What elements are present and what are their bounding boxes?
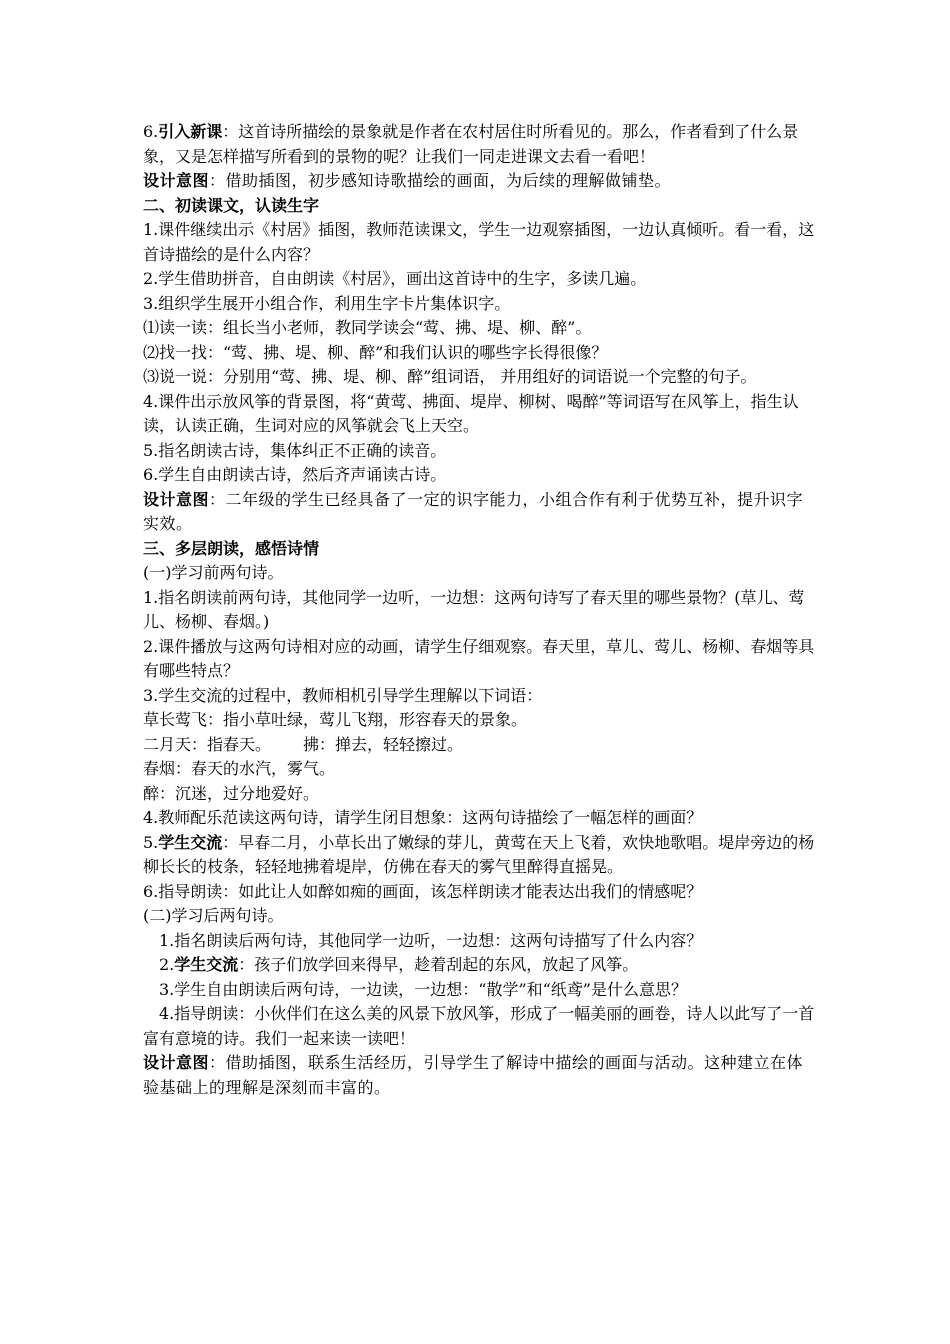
document-body <box>143 120 815 1100</box>
step-line: 3.学生自由朗读后两句诗，一边读，一边想：“散学”和“纸鸢”是什么意思？ <box>159 979 687 999</box>
step-line: 1.课件继续出示《村居》插图，教师范读课文，学生一边观察插图，一边认真倾听。看一看，这首诗描绘的是什么内容？ <box>143 220 815 264</box>
intro-paragraph <box>143 120 815 169</box>
intent-label: 设计意图 <box>143 489 210 509</box>
step-line: 4.指导朗读：小伙伴们在这么美的风景下放风筝，形成了一幅美丽的画卷，诗人以此写了一首富有意境的诗。我们一起来读一读吧！ <box>143 1004 815 1048</box>
bold-label: 引入新课 <box>158 122 223 141</box>
step-line: 6.指导朗读：如此让人如醉如痴的画面，该怎样朗读才能表达出我们的情感呢？ <box>143 881 703 901</box>
section-heading-2: 二、初读课文，认读生字 <box>143 195 320 215</box>
vocab-line: 草长莺飞：指小草吐绿，莺儿飞翔，形容春天的景象。 <box>143 710 528 729</box>
paragraph-text: ：孩子们放学回来得早，趁着刮起的东风，放起了风筝。 <box>238 955 639 974</box>
step-line: ⑵找一找：“莺、拂、堤、柳、醉”和我们认识的哪些字长得很像？ <box>143 342 608 362</box>
paragraph-text: ：早春二月，小草长出了嫩绿的芽儿，黄莺在天上飞着，欢快地歌唱。堤岸旁边的杨柳长长的枝条，轻轻地拂着堤岸，仿佛在春天的雾气里醉得直摇晃。 <box>143 832 815 876</box>
student-exchange-paragraph <box>143 831 815 880</box>
bold-label: 学生交流 <box>174 955 239 974</box>
item-number: 5. <box>143 832 159 852</box>
step-line: 4.教师配乐范读这两句诗，请学生闭目想象：这两句诗描绘了一幅怎样的画面？ <box>143 808 703 827</box>
step-line: ⑴读一读：组长当小老师，教同学读会“莺、拂、堤、柳、醉”。 <box>143 318 592 337</box>
intent-label: 设计意图 <box>143 171 210 190</box>
vocab-term: 拂：掸去，轻轻擦过。 <box>303 734 464 754</box>
step-line: 3.组织学生展开小组合作，利用生字卡片集体识字。 <box>143 293 511 313</box>
step-line <box>143 953 815 978</box>
intent-text: ：借助插图，联系生活经历，引导学生了解诗中描绘的画面与活动。这种建立在体验基础上的理解是深刻而丰富的。 <box>143 1053 804 1097</box>
step-line: 2.课件播放与这两句诗相对应的动画，请学生仔细观察。春天里，草儿、莺儿、杨柳、春烟等具有哪些特点？ <box>143 636 815 680</box>
item-number: 2. <box>159 955 175 974</box>
step-line: 2.学生借助拼音，自由朗读《村居》，画出这首诗中的生字，多读几遍。 <box>143 269 647 288</box>
step-line: 1.指名朗读前两句诗，其他同学一边听，一边想：这两句诗写了春天里的哪些景物？(草儿、莺儿、杨柳、春烟。) <box>143 587 805 631</box>
intent-text: ：借助插图，初步感知诗歌描绘的画面，为后续的理解做铺垫。 <box>209 171 672 190</box>
vocab-line: 春烟：春天的水汽，雾气。 <box>143 759 336 778</box>
step-line: 5.指名朗读古诗，集体纠正不正确的读音。 <box>143 440 447 460</box>
design-intent-2 <box>143 488 815 537</box>
vocab-term: 二月天：指春天。 <box>143 734 272 754</box>
subsection-heading: (一)学习前两句诗。 <box>143 563 284 582</box>
vocab-line <box>143 733 815 758</box>
vocab-line: 醉：沉迷，过分地爱好。 <box>143 783 320 803</box>
step-line: 1.指名朗读后两句诗，其他同学一边听，一边想：这两句诗描写了什么内容？ <box>159 930 703 950</box>
paragraph-text: ：这首诗所描绘的景象就是作者在农村居住时所看见的。那么，作者看到了什么景象，又是怎样描写所看到的景物的呢？让我们一同走进课文去看一看吧！ <box>143 122 799 166</box>
design-intent-1 <box>143 169 815 194</box>
step-line: ⑶说一说：分别用“莺、拂、堤、柳、醉”组词语， 并用组好的词语说一个完整的句子。 <box>143 367 757 386</box>
bold-label: 学生交流 <box>158 832 223 852</box>
intent-label: 设计意图 <box>143 1053 210 1072</box>
intent-text: ：二年级的学生已经具备了一定的识字能力，小组合作有利于优势互补，提升识字实效。 <box>143 489 804 533</box>
step-line: 3.学生交流的过程中，教师相机引导学生理解以下词语： <box>143 685 543 705</box>
item-number: 6. <box>143 122 159 141</box>
section-heading-3: 三、多层朗读，感悟诗情 <box>143 538 320 558</box>
step-line: 6.学生自由朗读古诗，然后齐声诵读古诗。 <box>143 465 447 484</box>
subsection-heading: (二)学习后两句诗。 <box>143 906 284 925</box>
design-intent-3 <box>143 1051 815 1100</box>
step-line: 4.课件出示放风筝的背景图，将“黄莺、拂面、堤岸、柳树、喝醉”等词语写在风筝上，指生认读，认读正确，生词对应的风筝就会飞上天空。 <box>143 391 799 435</box>
